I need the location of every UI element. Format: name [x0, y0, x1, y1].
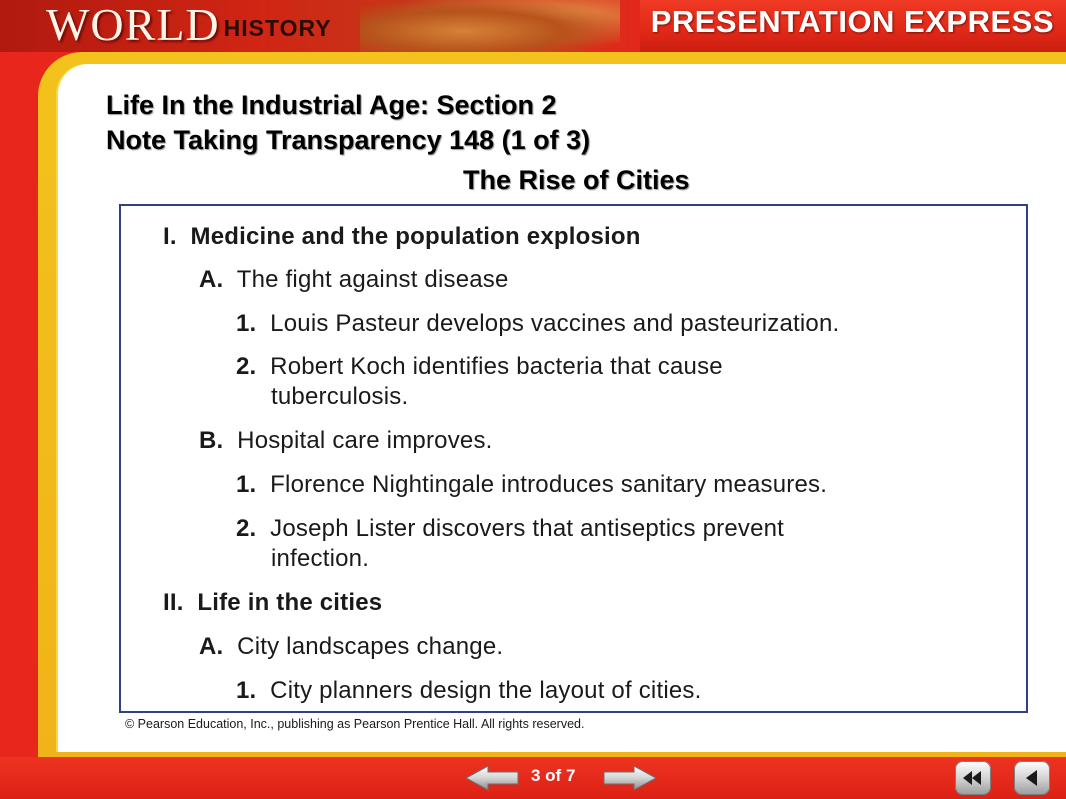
- arrow-right-icon: [598, 763, 658, 793]
- outline-text: The fight against disease: [236, 266, 509, 293]
- slide-title-line1: Life In the Industrial Age: Section 2: [106, 90, 557, 120]
- outline-num: 1.: [236, 677, 257, 704]
- outline-text: Robert Koch identifies bacteria that cause: [270, 353, 723, 380]
- outline-item-ib2-cont: [271, 544, 369, 574]
- arrow-left-icon: [464, 763, 524, 793]
- outline-num: 1.: [236, 310, 257, 337]
- outline-num: B.: [199, 427, 224, 454]
- outline-item-i: [163, 222, 641, 252]
- page-indicator: 3 of 7: [531, 766, 576, 785]
- outline-num: 2.: [236, 353, 257, 380]
- outline-num: A.: [199, 266, 224, 293]
- outline-text: Life in the cities: [197, 589, 383, 616]
- outline-text: infection.: [271, 545, 370, 572]
- outline-item-ia2: [236, 352, 723, 382]
- back-icon: [1014, 761, 1050, 795]
- outline-text: Medicine and the population explosion: [190, 223, 641, 250]
- copyright-text: © Pearson Education, Inc., publishing as Pearson Prentice Hall. All rights reserved.: [125, 717, 585, 731]
- outline-item-iia1: [236, 676, 701, 706]
- outline-num: A.: [199, 633, 224, 660]
- outline-item-ia2-cont: [271, 382, 408, 412]
- outline-num: II.: [163, 589, 184, 616]
- previous-slide-button[interactable]: [464, 763, 524, 793]
- outline-num: 2.: [236, 515, 257, 542]
- outline-text: Joseph Lister discovers that antiseptics prevent: [270, 515, 785, 542]
- outline-text: City landscapes change.: [237, 633, 504, 660]
- outline-item-ia: [199, 265, 509, 295]
- outline-item-ii: [163, 588, 382, 618]
- next-slide-button[interactable]: [598, 763, 658, 793]
- logo-world-text: WORLD: [46, 0, 220, 50]
- outline-item-ib: [199, 426, 493, 456]
- logo-history-text: HISTORY: [223, 15, 332, 41]
- slide-title-line2: Note Taking Transparency 148 (1 of 3): [106, 125, 591, 155]
- outline-text: Louis Pasteur develops vaccines and pasteurization.: [270, 310, 840, 337]
- outline-text: City planners design the layout of cities.: [270, 677, 702, 704]
- outline-text: Hospital care improves.: [237, 427, 493, 454]
- back-button[interactable]: [1014, 761, 1050, 795]
- outline-item-ib2: [236, 514, 784, 544]
- outline-text: tuberculosis.: [271, 383, 409, 410]
- rewind-button[interactable]: [955, 761, 991, 795]
- outline-num: I.: [163, 223, 177, 250]
- outline-item-ib1: [236, 470, 827, 500]
- outline-text: Florence Nightingale introduces sanitary measures.: [270, 471, 828, 498]
- rewind-icon: [955, 761, 991, 795]
- statue-image: [360, 0, 620, 52]
- header-bar: [0, 0, 1066, 52]
- product-title: PRESENTATION EXPRESS: [650, 4, 1054, 39]
- outline-num: 1.: [236, 471, 257, 498]
- world-history-logo: [46, 2, 332, 48]
- outline-item-iia: [199, 632, 503, 662]
- slide-subtitle: The Rise of Cities: [463, 165, 690, 195]
- outline-item-ia1: [236, 309, 839, 339]
